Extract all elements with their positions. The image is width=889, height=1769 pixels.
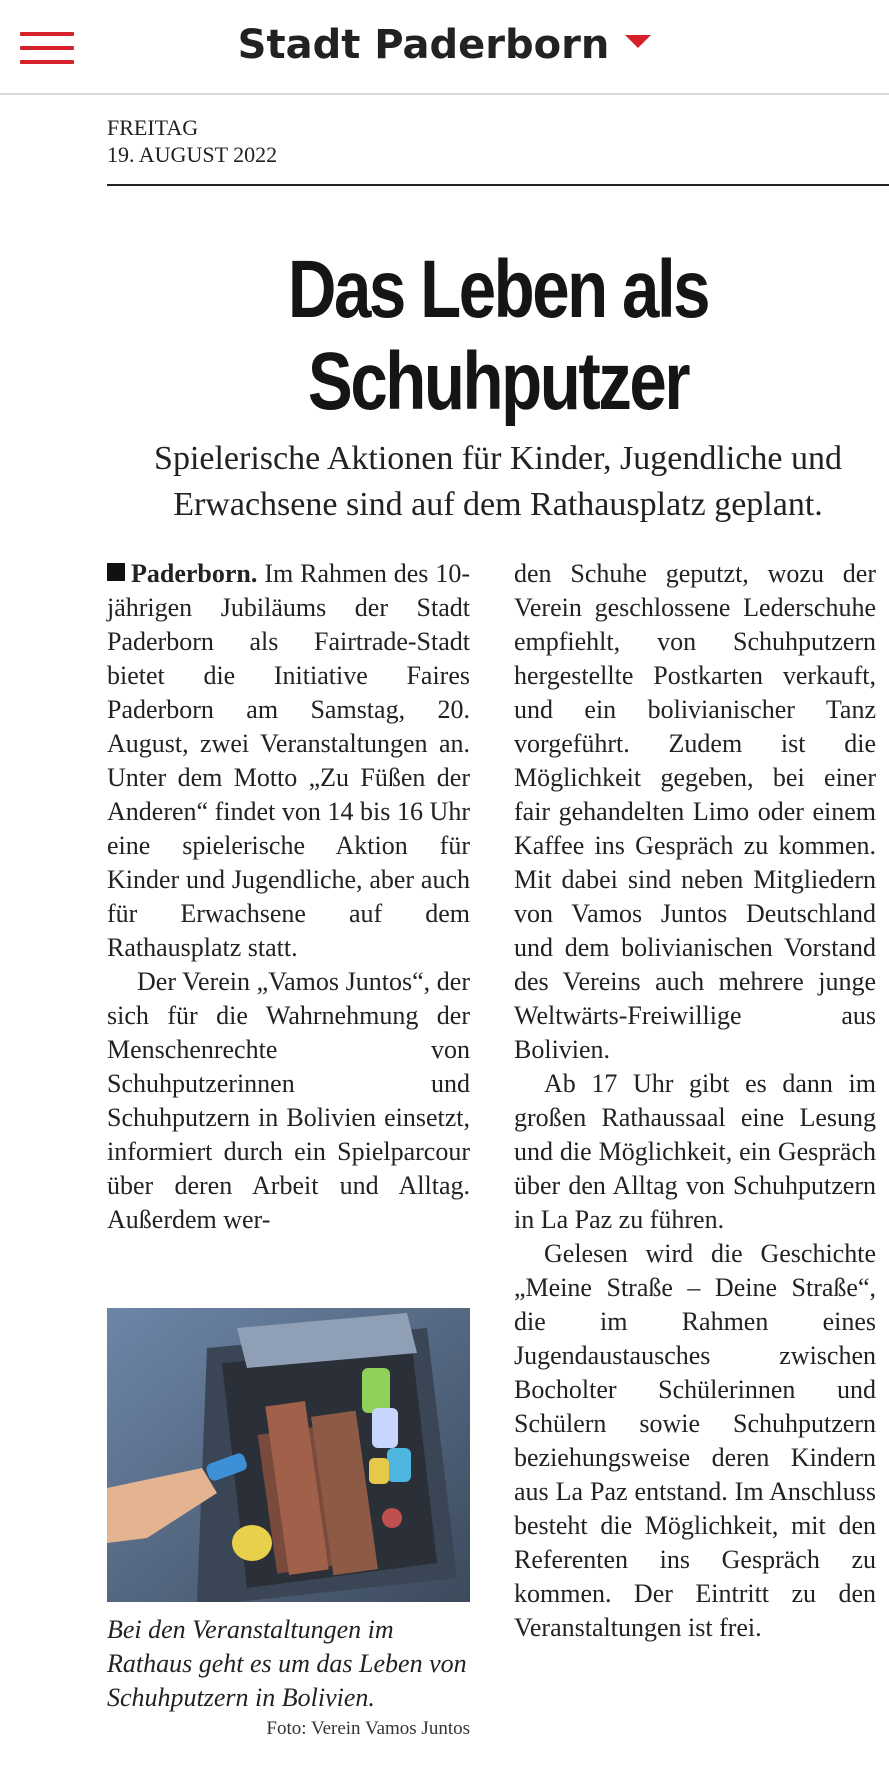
- date-divider: [107, 184, 889, 186]
- edition-label: Stadt Paderborn: [237, 22, 610, 68]
- issue-date: [107, 114, 277, 168]
- edition-selector[interactable]: [0, 22, 889, 68]
- subheadline-line-1: Spielerische Aktionen für Kinder, Jugendliche und: [154, 440, 842, 477]
- article-paragraph: Gelesen wird die Geschichte „Meine Straße – Deine Straße“, die im Rahmen eines Jugendaustausches zwischen Bocholter Schülerinnen und Schülern sowie Schuhputzern beziehungsweise deren Kindern aus La Paz entstand. Im Anschluss besteht die Möglichkeit, mit den Referenten ins Gespräch zu kommen. Der Eintritt zu den Veranstaltungen ist frei.: [514, 1239, 876, 1642]
- photo-caption: Bei den Veranstaltungen im Rathaus geht es um das Leben von Schuhputzern in Bolivien.: [107, 1615, 467, 1712]
- photo-credit: Foto: Verein Vamos Juntos: [266, 1718, 470, 1739]
- shoeshine-box-photo: [107, 1308, 470, 1602]
- caret-down-icon: [625, 35, 651, 48]
- subheadline-line-2: Erwachsene sind auf dem Rathausplatz geplant.: [173, 486, 823, 523]
- issue-full-date: 19. AUGUST 2022: [107, 142, 278, 167]
- article-paragraph: Ab 17 Uhr gibt es dann im großen Rathaussaal eine Lesung und die Möglichkeit, ein Gespräch über den Alltag von Schuhputzern in La Paz zu führen.: [514, 1069, 876, 1234]
- article-subheadline: [107, 436, 889, 528]
- dateline: Paderborn.: [131, 559, 258, 588]
- top-bar: [0, 0, 889, 95]
- headline-line-2: Schuhputzer: [307, 336, 689, 427]
- headline-line-1: Das Leben als: [287, 244, 709, 335]
- issue-weekday: FREITAG: [107, 115, 199, 140]
- article-column-right: [514, 557, 876, 1645]
- article-paragraph: [107, 557, 470, 965]
- article-paragraph: den Schuhe geputzt, wozu der Verein geschlossene Lederschuhe empfiehlt, von Schuhputzern hergestellte Postkarten verkauft, und ein bolivianischer Tanz vorgeführt. Zudem ist die Möglichkeit gegeben, bei einer fair gehandelten Limo oder einem Kaffee ins Gespräch zu kommen. Mit dabei sind neben Mitgliedern von Vamos Juntos Deutschland und dem bolivianischen Vorstand des Vereins auch mehrere junge Weltwärts-Freiwillige aus Bolivien.: [514, 559, 876, 1064]
- article-headline: [177, 244, 818, 428]
- article-column-left: [107, 557, 470, 1237]
- dateline-square-icon: [107, 563, 125, 581]
- article-photo: [107, 1308, 470, 1602]
- article-paragraph: Der Verein „Vamos Juntos“, der sich für die Wahrnehmung der Menschenrechte von Schuhputzerinnen und Schuhputzern in Bolivien einsetzt, informiert durch ein Spielparcour über deren Arbeit und Alltag. Außerdem wer-: [107, 967, 470, 1234]
- paragraph-text: Im Rahmen des 10-jährigen Jubiläums der Stadt Paderborn als Fairtrade-Stadt bietet die Initiative Faires Paderborn am Samstag, 20. August, zwei Veranstaltungen an. Unter dem Motto „Zu Füßen der Anderen“ findet von 14 bis 16 Uhr eine spielerische Aktion für Kinder und Jugendliche, aber auch für Erwachsene auf dem Rathausplatz statt.: [107, 559, 471, 962]
